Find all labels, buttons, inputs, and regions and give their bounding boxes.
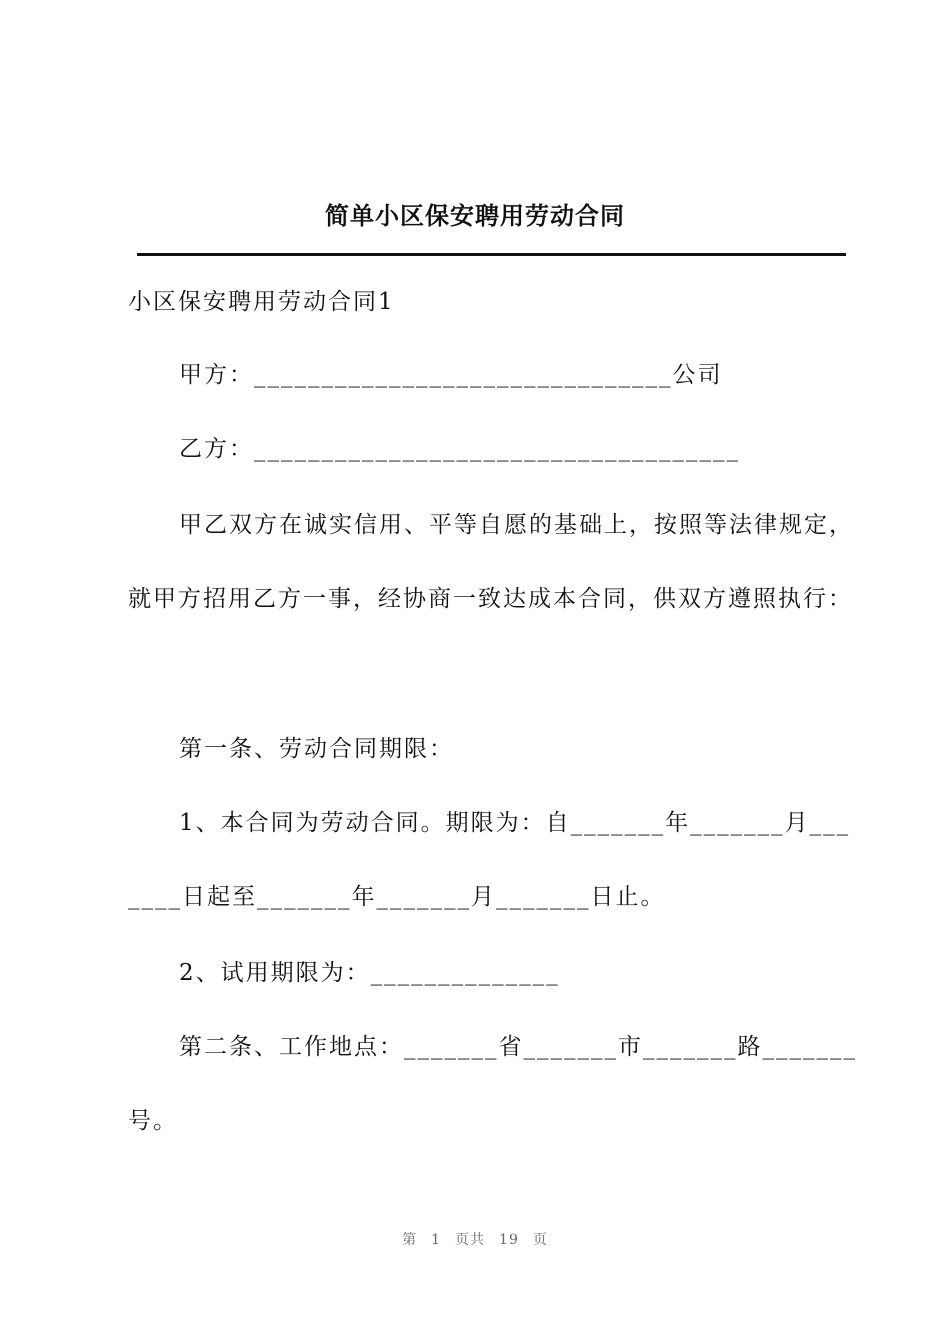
footer-total-pages: 19 — [499, 1232, 519, 1248]
footer-page-word: 第 — [402, 1232, 418, 1248]
document-title: 简单小区保安聘用劳动合同 — [325, 202, 625, 230]
intro-line-2: 就甲方招用乙方一事，经协商一致达成本合同，供双方遵照执行： — [128, 586, 853, 612]
party-b-line: 乙方：____________________________________ — [179, 436, 740, 462]
article-1-item-2: 2、试用期限为：______________ — [179, 960, 560, 986]
article-1-item-1-line-2: ____日起至_______年_______月_______日止。 — [128, 884, 666, 910]
article-1-title: 第一条、劳动合同期限： — [179, 736, 454, 762]
footer-page-of: 页共 — [455, 1232, 486, 1248]
article-1-item-1-line-1: 1、本合同为劳动合同。期限为：自_______年_______月___ — [179, 810, 851, 836]
title-underline — [137, 253, 846, 256]
contract-heading: 小区保安聘用劳动合同1 — [128, 289, 395, 315]
footer-page-suffix: 页 — [532, 1232, 548, 1248]
intro-line-1: 甲乙双方在诚实信用、平等自愿的基础上，按照等法律规定， — [179, 512, 854, 538]
article-2-line-1: 第二条、工作地点：_______省_______市_______路_______ — [179, 1034, 857, 1060]
party-a-line: 甲方：_______________________________公司 — [179, 362, 723, 388]
article-2-line-2: 号。 — [128, 1108, 178, 1134]
footer-page-number: 1 — [431, 1232, 442, 1248]
page-footer — [0, 1229, 950, 1249]
